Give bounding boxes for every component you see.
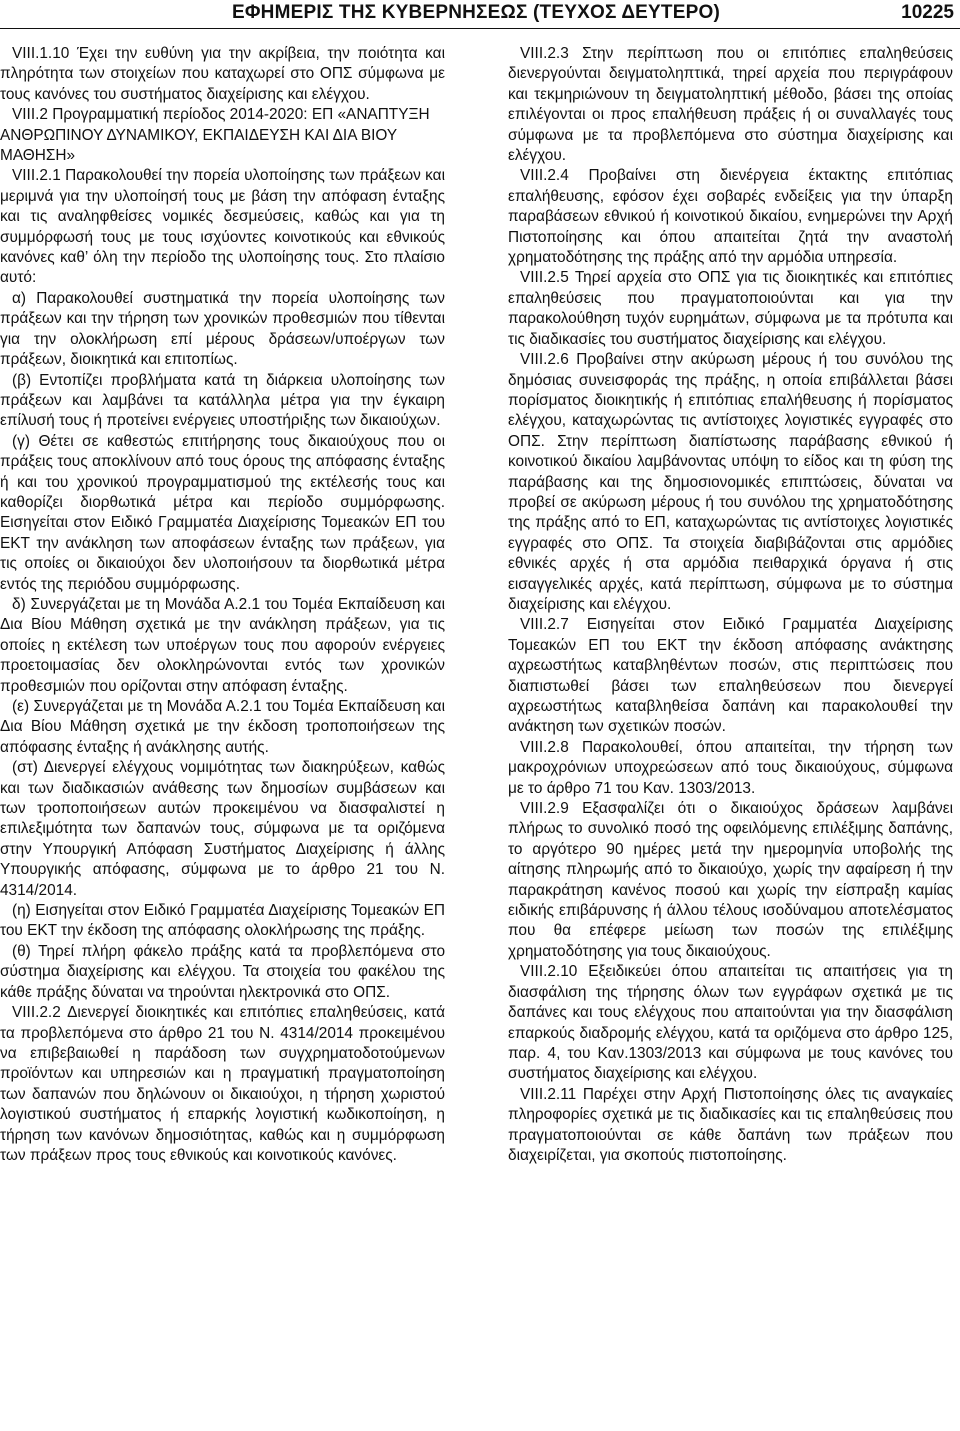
left-column — [0, 44, 445, 1166]
header-divider — [0, 28, 960, 29]
paragraph-viii-2-7: VIII.2.7 Εισηγείται στον Ειδικό Γραμματέα Διαχείρισης Τομεακών ΕΠ του ΕΚΤ την έκδοση απόφασης ανάκτησης αχρεωστήτως καταβληθέντων ποσών, στις περιπτώσεις που διαπιστωθεί βάσει των επαληθεύσεων που διενεργεί αχρεωστήτως καταβληθείσα δαπάνη και παρακολουθεί την ανάκτηση των σχετικών ποσών. — [508, 616, 953, 736]
gazette-title: ΕΦΗΜΕΡΙΣ ΤΗΣ ΚΥΒΕΡΝΗΣΕΩΣ (ΤΕΥΧΟΣ ΔΕΥΤΕΡΟ) — [232, 2, 720, 23]
right-column — [508, 44, 953, 1166]
paragraph-viii-2-4: VIII.2.4 Προβαίνει στη διενέργεια έκτακτης επιτόπιας επαλήθευσης, εφόσον έχει σοβαρές ενδείξεις για την ύπαρξη παραβάσεων εθνικού ή κοινοτικού δικαίου, ενημερώνει την Αρχή Πιστοποίησης και όπου απαιτείται ζητά την αναστολή χρηματοδότησης της πράξης από την αρμόδια υπηρεσία. — [508, 167, 953, 267]
paragraph-item-th: (θ) Τηρεί πλήρη φάκελο πράξης κατά τα προβλεπόμενα στο σύστημα διαχείρισης και ελέγχου. Τα στοιχεία του φακέλου της κάθε πράξης δύναται να τηρούνται ηλεκτρονικά στο ΟΠΣ. — [0, 942, 445, 1001]
paragraph-viii-2-9: VIII.2.9 Εξασφαλίζει ότι ο δικαιούχος δράσεων λαμβάνει πλήρως το συνολικό ποσό της οφειλόμενης επιλέξιμης δαπάνης, το αργότερο 90 ημέρες μετά την ημερομηνία υποβολής της αίτησης πληρωμής από το δικαιούχο, χωρίς την αφαίρεση ή την παρακράτηση κανένος ποσού και χωρίς την είσπραξη καμίας ειδικής επιβάρυνσης ή άλλου τέλους ισοδύναμου αποτελέσματος που θα επέφερε μείωση των ποσών της επιλέξιμης χρηματοδότησης για τους δικαιούχους. — [508, 800, 953, 960]
paragraph-viii-2-11: VIII.2.11 Παρέχει στην Αρχή Πιστοποίησης όλες τις αναγκαίες πληροφορίες σχετικά με τις διαδικασίες και τις επαληθεύσεις που πραγματοποιούνται σε κάθε δαπάνη των πράξεων που διαχειρίζεται, για σκοπούς πιστοποίησης. — [508, 1085, 953, 1164]
paragraph-item-d: δ) Συνεργάζεται με τη Μονάδα Α.2.1 του Τομέα Εκπαίδευση και Δια Βίου Μάθηση σχετικά με την ανάκληση πράξεων, για τις οποίες η εκτέλεση των υποέργων τους που αφορούν ενέργειες προετοιμασίας δεν ολοκληρώνονται εντός των χρονικών προθεσμιών που ορίζονται στην απόφαση ένταξης. — [0, 595, 445, 695]
paragraph-item-st: (στ) Διενεργεί ελέγχους νομιμότητας των διακηρύξεων, καθώς και των διαδικασιών ανάθεσης των δημοσίων συμβάσεων και των τροποποιήσεων αυτών προκειμένου να διασφαλιστεί η επιλεξιμότητα των δαπανών τους, σύμφωνα με τα οριζόμενα στην Υπουργική Απόφαση Συστήματος Διαχείρισης ή άλλης Υπουργικής απόφασης, σύμφωνα με το άρθρο 21 του Ν. 4314/2014. — [0, 759, 445, 899]
paragraph-item-b: (β) Εντοπίζει προβλήματα κατά τη διάρκεια υλοποίησης των πράξεων και λαμβάνει τα κατάλληλα μέτρα για την έγκαιρη επίλυσή τους ή προτείνει ενέργειες υποστήριξης των δικαιούχων. — [0, 371, 445, 430]
paragraph-viii-2-5: VIII.2.5 Τηρεί αρχεία στο ΟΠΣ για τις διοικητικές και επιτόπιες επαληθεύσεις που πραγματοποιούνται και για την παρακολούθηση τυχόν ευρημάτων, σύμφωνα με τα πρότυπα και τις διαδικασίες του συστήματος διαχείρισης και ελέγχου. — [508, 269, 953, 348]
paragraph-item-h: (η) Εισηγείται στον Ειδικό Γραμματέα Διαχείρισης Τομεακών ΕΠ του ΕΚΤ την έκδοση της απόφασης ολοκλήρωσης της πράξης. — [0, 902, 445, 940]
paragraph-item-e: (ε) Συνεργάζεται με τη Μονάδα Α.2.1 του Τομέα Εκπαίδευση και Δια Βίου Μάθηση σχετικά με την έκδοση τροποποιήσεων της απόφασης ένταξης ή ανάκλησης αυτής. — [0, 698, 445, 756]
paragraph-viii-2-2: VIII.2.2 Διενεργεί διοικητικές και επιτόπιες επαληθεύσεις, κατά τα προβλεπόμενα στο άρθρο 21 του Ν. 4314/2014 προκειμένου να επιβεβαιωθεί η παράδοση των συγχρηματοδοτούμενων προϊόντων και υπηρεσιών και η πραγματική πραγματοποίηση των δαπανών που δηλώνουν οι δικαιούχοι, η τήρηση χωριστού λογιστικού συστήματος ή επαρκής λογιστική κωδικοποίηση, η τήρηση των κανόνων δημοσιότητας, καθώς και η συμμόρφωση των πράξεων προς τους εθνικούς και κοινοτικούς κανόνες. — [0, 1004, 445, 1164]
paragraph-viii-2-6: VIII.2.6 Προβαίνει στην ακύρωση μέρους ή του συνόλου της δημόσιας συνεισφοράς της πράξης, η οποία επιβάλλεται βάσει πορίσματος διοικητικής ή επιτόπιας επαλήθευσης ή πορίσματος ελέγχου, καταχωρώντας τις αντίστοιχες λογιστικές εγγραφές στο ΟΠΣ. Στην περίπτωση διαπίστωσης παράβασης εθνικού ή κοινοτικού δικαίου λαμβάνοντας υπόψη το είδος και τη φύση της παράβασης και της δημοσιονομικές επιπτώσεις, δύναται να προβεί σε ακύρωση μέρους ή του συνόλου της χρηματοδότησης της πράξης από το ΕΠ, καταχωρώντας τις αντίστοιχες λογιστικές εγγραφές στο ΟΠΣ. Τα στοιχεία διαβιβάζονται στις αρμόδιες εθνικές αρχές ή στα αρμόδια πειθαρχικά όργανα ή στις εισαγγελικές αρχές, κατά περίπτωση, σύμφωνα με το σύστημα διαχείρισης και ελέγχου. — [508, 351, 953, 613]
paragraph-item-a: α) Παρακολουθεί συστηματικά την πορεία υλοποίησης των πράξεων και την τήρηση των χρονικών προθεσμιών που τίθενται για την ολοκλήρωση επί μέρους δράσεων/υποέργων των πράξεων, διοικητικά και επιτοπίως. — [0, 289, 445, 369]
paragraph-viii-2-10: VIII.2.10 Εξειδικεύει όπου απαιτείται τις απαιτήσεις για τη διασφάλιση της τήρησης όλων των εγγράφων σχετικά με τις δαπάνες και τους ελέγχους που απαιτούνται για την διασφάλιση επαρκούς διαδρομής ελέγχου, κατά τα οριζόμενα στο άρθρο 125, παρ. 4, του Καν.1303/2013 και σύμφωνα με τους κανόνες του συστήματος διαχείρισης και ελέγχου. — [508, 963, 953, 1083]
paragraph-viii-1-10: VIII.1.10 Έχει την ευθύνη για την ακρίβεια, την ποιότητα και πληρότητα των στοιχείων που καταχωρεί στο ΟΠΣ σύμφωνα με τους κανόνες του συστήματος διαχείρισης και ελέγχου. — [0, 45, 445, 103]
paragraph-viii-2-8: VIII.2.8 Παρακολουθεί, όπου απαιτείται, την τήρηση των μακροχρόνιων υποχρεώσεων από τους δικαιούχους, σύμφωνα με το άρθρο 71 του Καν. 1303/2013. — [508, 738, 953, 797]
page-number: 10225 — [901, 2, 954, 23]
page-header — [0, 0, 960, 30]
paragraph-viii-2-1: VIII.2.1 Παρακολουθεί την πορεία υλοποίησης των πράξεων και μεριμνά για την υλοποίησή τους με βάση την απόφαση ένταξης και τις αναληφθείσες νομικές δεσμεύσεις, καθώς και για τη συμμόρφωσή τους με τους ισχύοντες κοινοτικούς και εθνικούς κανόνες καθ’ όλη την περίοδο της υλοποίησης τους. Στο πλαίσιο αυτό: — [0, 167, 445, 287]
section-heading-viii-2: VIII.2 Προγραμματική περίοδος 2014-2020: ΕΠ «ΑΝΑΠΤΥΞΗ ΑΝΘΡΩΠΙΝΟΥ ΔΥΝΑΜΙΚΟΥ, ΕΚΠΑΙΔΕΥΣΗ ΚΑΙ ΔΙΑ ΒΙΟΥ ΜΑΘΗΣΗ» — [0, 106, 430, 165]
paragraph-item-c: (γ) Θέτει σε καθεστώς επιτήρησης τους δικαιούχους που οι πράξεις τους αποκλίνουν από τους όρους της απόφασης ένταξης ή και του χρονικού προγραμματισμού της εκτέλεσής τους και καθορίζει διορθωτικά μέτρα και περίοδο συμμόρφωσης. Εισηγείται στον Ειδικό Γραμματέα Διαχείρισης Τομεακών ΕΠ του ΕΚΤ την ανάκληση των αποφάσεων ένταξης των πράξεων, για τις οποίες οι δικαιούχοι δεν υλοποιήσουν τα διορθωτικά μέτρα εντός της περιόδου συμμόρφωσης. — [0, 432, 445, 593]
paragraph-viii-2-3: VIII.2.3 Στην περίπτωση που οι επιτόπιες επαληθεύσεις διενεργούνται δειγματοληπτικά, τηρεί αρχεία που περιγράφουν και τεκμηριώνουν τη δειγματοληπτική μέθοδο, βάσει της οποίας επιλέγονται οι προς επαλήθευση πράξεις ή οι συναλλαγές τους σύμφωνα με τα προβλεπόμενα στο σύστημα διαχείρισης και ελέγχου. — [508, 45, 953, 165]
